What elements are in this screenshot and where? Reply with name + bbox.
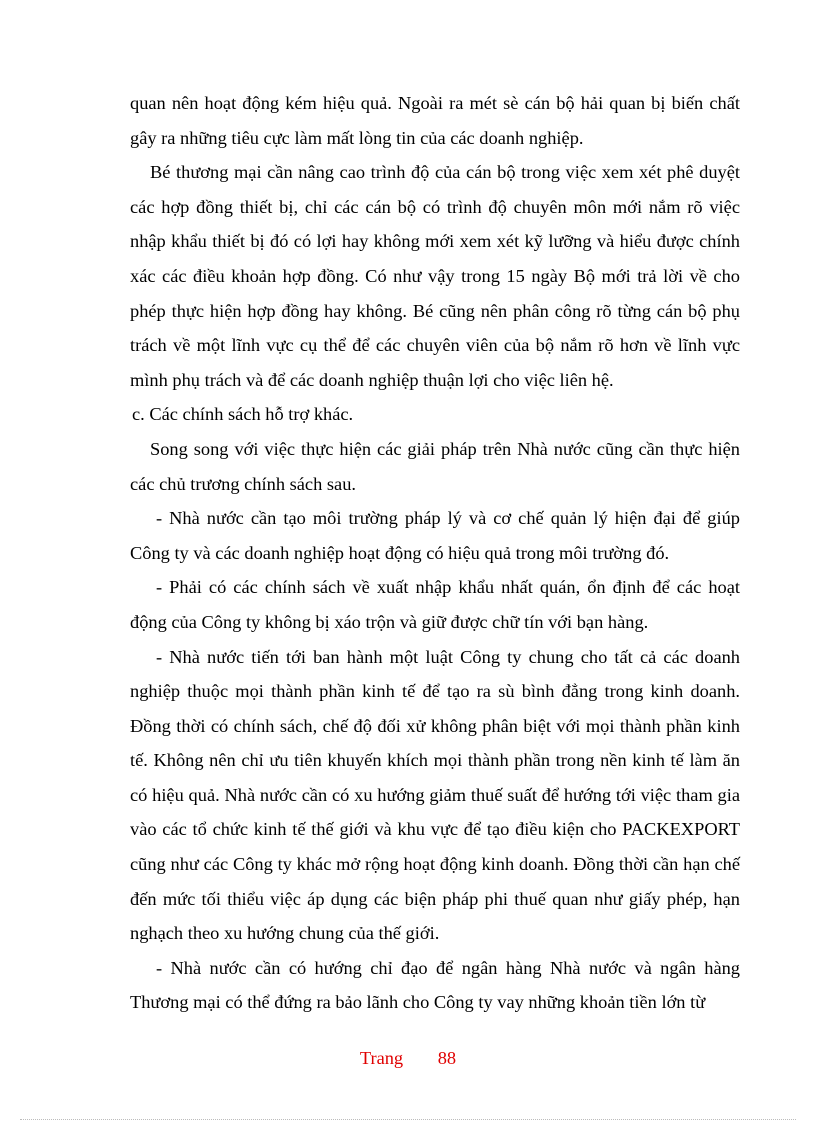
page-body <box>130 86 740 1020</box>
page-footer <box>0 1048 816 1069</box>
paragraph-parallel-measures: Song song với việc thực hiện các giải pháp trên Nhà nước cũng cần thực hiện các chủ trương chính sách sau. <box>130 438 740 494</box>
list-item-bank-guarantee: - Nhà nước cần có hướng chỉ đạo để ngân hàng Nhà nước và ngân hàng Thương mại có thể đứng ra bảo lãnh cho Công ty vay những khoản tiền lớn từ <box>130 957 740 1013</box>
page-number: 88 <box>437 1048 457 1068</box>
section-heading-other-policies: c. Các chính sách hỗ trợ khác. <box>132 404 354 425</box>
footer-label: Trang <box>359 1048 404 1068</box>
list-item-consistent-policy: - Phải có các chính sách về xuất nhập khẩu nhất quán, ổn định để các hoạt động của Công ty không bị xáo trộn và giữ được chữ tín với bạn hàng. <box>130 577 740 632</box>
list-item-legal-environment: - Nhà nước cần tạo môi trường pháp lý và cơ chế quản lý hiện đại để giúp Công ty và các doanh nghiệp hoạt động có hiệu quả trong môi trường đó. <box>130 508 740 563</box>
paragraph-trade-ministry: Bé thương mại cần nâng cao trình độ của cán bộ trong việc xem xét phê duyệt các hợp đồng thiết bị, chỉ các cán bộ có trình độ chuyên môn mới nắm rõ việc nhập khẩu thiết bị đó có lợi hay không mới xem xét kỹ lưỡng và hiểu được chính xác các điều khoản hợp đồng. Có như vậy trong 15 ngày Bộ mới trả lời về cho phép thực hiện hợp đồng hay không. Bé cũng nên phân công rõ từng cán bộ phụ trách về một lĩnh vực cụ thể để các chuyên viên của bộ nắm rõ hơn về lĩnh vực mình phụ trách và để các doanh nghiệp thuận lợi cho việc liên hệ. <box>130 162 740 390</box>
list-item-company-law: - Nhà nước tiến tới ban hành một luật Công ty chung cho tất cả các doanh nghiệp thuộc mọi thành phần kinh tế để tạo ra sù bình đẳng trong kinh doanh. Đồng thời có chính sách, chế độ đối xử không phân biệt với mọi thành phần kinh tế. Không nên chỉ ưu tiên khuyến khích mọi thành phần trong nền kinh tế làm ăn có hiệu quả. Nhà nước cần có xu hướng giảm thuế suất để hướng tới việc tham gia vào các tổ chức kinh tế thế giới và khu vực để tạo điều kiện cho PACKEXPORT cũng như các Công ty khác mở rộng hoạt động kinh doanh. Đồng thời cần hạn chế đến mức tối thiểu việc áp dụng các biện pháp phi thuế quan như giấy phép, hạn nghạch theo xu hướng chung của thế giới. <box>130 646 740 944</box>
bottom-dotted-divider <box>20 1119 796 1120</box>
paragraph-customs-continuation: quan nên hoạt động kém hiệu quả. Ngoài ra mét sè cán bộ hải quan bị biến chất gây ra những tiêu cực làm mất lòng tin của các doanh nghiệp. <box>130 93 740 148</box>
